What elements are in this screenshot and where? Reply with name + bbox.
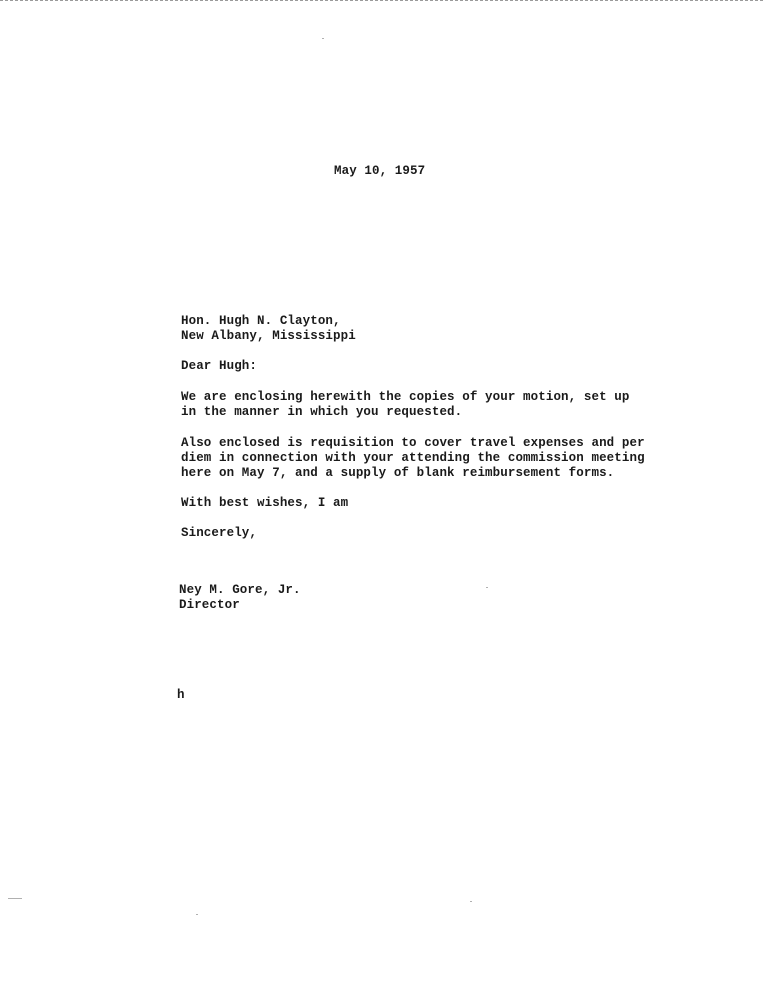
paragraph-2-line-1: Also enclosed is requisition to cover travel expenses and per	[181, 436, 645, 450]
paper-speck	[470, 901, 472, 902]
signer-name: Ney M. Gore, Jr.	[179, 583, 301, 597]
closing-line: With best wishes, I am	[181, 496, 349, 510]
paragraph-2-line-2: diem in connection with your attending the commission meeting	[181, 451, 645, 465]
paper-speck	[8, 898, 22, 899]
paragraph-1-line-2: in the manner in which you requested.	[181, 405, 463, 419]
paper-speck	[486, 587, 488, 588]
recipient-address-line: New Albany, Mississippi	[181, 329, 356, 343]
paper-speck	[196, 914, 198, 915]
signer-title: Director	[179, 598, 240, 612]
paragraph-2-line-3: here on May 7, and a supply of blank reimbursement forms.	[181, 466, 615, 480]
letter-date: May 10, 1957	[334, 164, 426, 178]
typist-initials: h	[177, 688, 185, 702]
paragraph-1-line-1: We are enclosing herewith the copies of your motion, set up	[181, 390, 630, 404]
recipient-name-line: Hon. Hugh N. Clayton,	[181, 314, 341, 328]
paper-speck	[322, 38, 324, 39]
salutation: Dear Hugh:	[181, 359, 258, 373]
complimentary-close: Sincerely,	[181, 526, 258, 540]
